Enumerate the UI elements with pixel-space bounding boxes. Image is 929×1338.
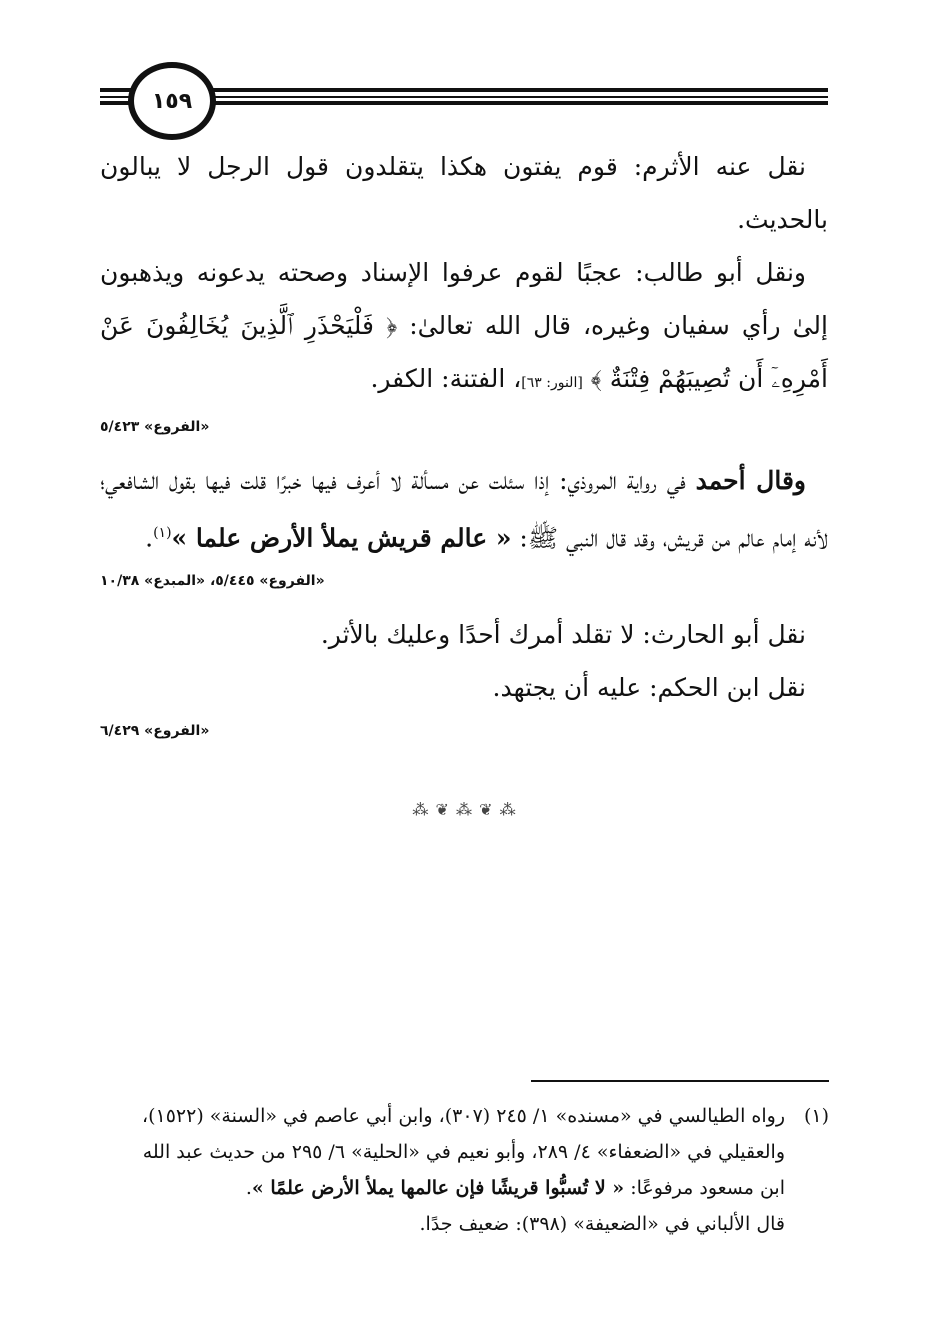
page-number: ١٥٩ [128, 62, 216, 140]
main-text [100, 140, 828, 758]
page-header [100, 62, 828, 142]
paragraph-abu-harith: نقل أبو الحارث: لا تقلد أمرك أحدًا وعليك بالأثر. [320, 620, 806, 650]
footnote-text: . [245, 1177, 252, 1199]
footnote-line [99, 1098, 829, 1134]
verse-reference: [النور: ٦٣] [521, 375, 583, 391]
footnote-line: قال الألباني في «الضعيفة» (٣٩٨): ضعيف جدًا. [419, 1213, 785, 1235]
paragraph-text-end: ، الفتنة: الكفر. [370, 364, 522, 393]
footnote-divider [531, 1080, 829, 1082]
section-ornament: ⁂ ❦ ⁂ ❦ ⁂ [412, 800, 517, 819]
hadith-quote: « عالم قريش يملأ الأرض علما » [171, 523, 512, 553]
footnote-text: رواه الطيالسي في «مسنده» ١/ ٢٤٥ (٣٠٧)، وابن أبي عاصم في «السنة» (١٥٢٢)، [141, 1105, 785, 1127]
paragraph-text: ونقل أبو طالب: عجبًا لقوم عرفوا الإسناد وصحته يدعونه ويذهبون إلىٰ رأي سفيان وغيره، قال الله تعالىٰ: [100, 258, 828, 340]
source-reference: «الفروع» ٥/٤٢٣ [100, 419, 210, 435]
paragraph-ibn-hakam: نقل ابن الحكم: عليه أن يجتهد. [492, 673, 806, 703]
footnote-line: والعقيلي في «الضعفاء» ٤/ ٢٨٩، وأبو نعيم في «الحلية» ٦/ ٢٩٥ من حديث عبد الله [142, 1141, 785, 1163]
paragraph-lead: وقال أحمد [695, 466, 806, 495]
source-reference: «الفروع» ٦/٤٢٩ [100, 723, 210, 740]
paragraph-end: . [145, 523, 154, 553]
source-reference: «الفروع» ٥/٤٤٥، «المبدع» ١٠/٣٨ [100, 573, 325, 590]
footnote-line [99, 1170, 829, 1206]
footnote-hadith: « لا تُسبُّوا قريشًا فإن عالمها يملأ الأرض علمًا » [251, 1177, 625, 1199]
footnote-marker: (١) [153, 525, 172, 541]
paragraph-text: في رواية المروذي: إذا سئلت عن مسألة لا أعرف فيها خبرًا قلت فيها بقول الشافعي؛ لأنه إمام عالم من قريش، وقد قال النبي ﷺ: [100, 466, 828, 553]
paragraph-abu-talib [100, 246, 828, 410]
footnote-text: ابن مسعود مرفوعًا: [624, 1177, 785, 1199]
footnote [99, 1098, 829, 1242]
quran-verse: ﴿ فَلْيَحْذَرِ ٱلَّذِينَ يُخَالِفُونَ عَنْ أَمْرِهِۦٓ أَن تُصِيبَهُمْ فِتْنَةٌ ﴾ [100, 311, 828, 393]
footnote-number: (١) [803, 1105, 829, 1127]
paragraph-athram: نقل عنه الأثرم: قوم يفتون هكذا يتقلدون قول الرجل لا يبالون بالحديث. [100, 152, 828, 234]
paragraph-ahmad [100, 454, 828, 564]
